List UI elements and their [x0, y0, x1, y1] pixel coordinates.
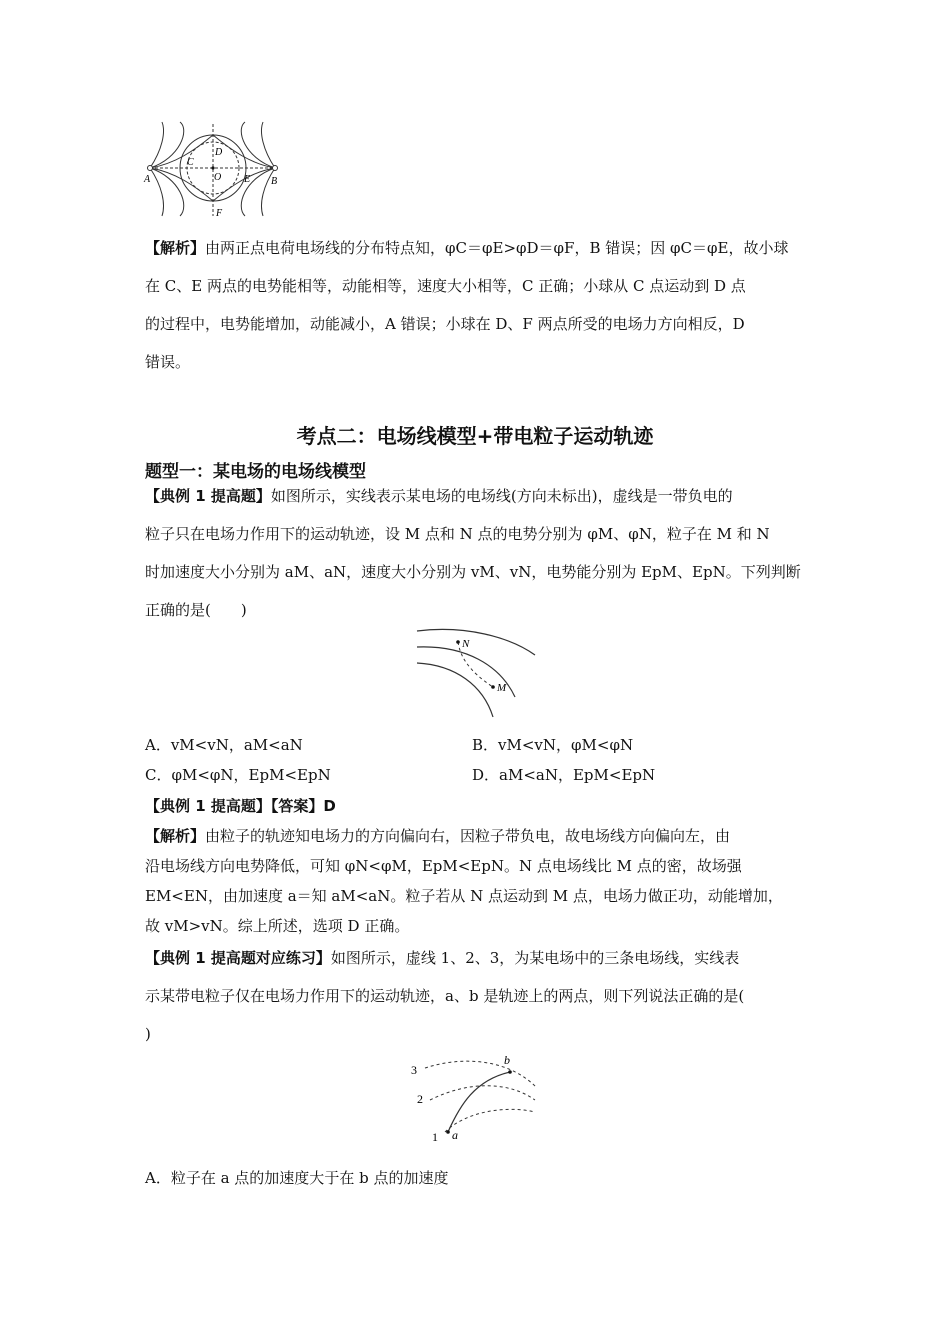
option-D[interactable]: D．aM<aN，EpM<EpN	[472, 766, 656, 784]
practice-option-A[interactable]: A．粒子在 a 点的加速度大于在 b 点的加速度	[145, 1169, 449, 1187]
label-2: 2	[417, 1092, 423, 1106]
analysis2-line1: 【解析】由粒子的轨迹知电场力的方向偏向右，因粒子带负电，故电场线方向偏向左，由	[145, 827, 731, 845]
option-B[interactable]: B．vM<vN，φM<φN	[472, 736, 634, 754]
label-A: A	[144, 174, 151, 185]
example1-line1: 【典例 1 提高题】如图所示，实线表示某电场的电场线(方向未标出)，虚线是一带负电的	[145, 487, 733, 505]
label-1: 1	[432, 1130, 438, 1144]
subsection-title: 题型一：某电场的电场线模型	[145, 462, 366, 482]
label-b: b	[504, 1053, 510, 1067]
label-a: a	[452, 1128, 458, 1142]
label-B: B	[271, 176, 278, 187]
answer1: 【典例 1 提高题】【答案】D	[145, 797, 336, 815]
practice1-line2: 示某带电粒子仅在电场力作用下的运动轨迹，a、b 是轨迹上的两点，则下列说法正确的是(	[145, 987, 745, 1005]
analysis2-line2: 沿电场线方向电势降低，可知 φN<φM，EpM<EpN。N 点电场线比 M 点的密，故场强	[145, 857, 742, 875]
option-A[interactable]: A．vM<vN，aM<aN	[145, 736, 303, 754]
label-N: N	[462, 638, 470, 650]
example1-line3: 时加速度大小分别为 aM、aN，速度大小分别为 vM、vN，电势能分别为 EpM、EpN。下列判断	[145, 563, 801, 581]
label-C: C	[187, 157, 194, 168]
analysis1-line3: 的过程中，电势能增加，动能减小，A 错误；小球在 D、F 两点所受的电场力方向相反，D	[145, 315, 745, 333]
option-C[interactable]: C．φM<φN，EpM<EpN	[145, 766, 331, 784]
analysis2-line3: EM<EN，由加速度 a＝知 aM<aN。粒子若从 N 点运动到 M 点，电场力做正功，动能增加，	[145, 887, 783, 905]
analysis2-line4: 故 vM>vN。综上所述，选项 D 正确。	[145, 917, 410, 935]
field-line-trajectory-figure	[405, 1050, 545, 1145]
label-E: E	[244, 174, 251, 185]
analysis1-line1: 【解析】由两正点电荷电场线的分布特点知，φC＝φE>φD＝φF，B 错误；因 φC＝φE，故小球	[145, 239, 789, 257]
label-M: M	[497, 682, 507, 694]
practice1-line1: 【典例 1 提高题对应练习】如图所示，虚线 1、2、3，为某电场中的三条电场线，实线表	[145, 949, 740, 967]
label-D: D	[215, 147, 223, 158]
section-title: 考点二：电场线模型+带电粒子运动轨迹	[296, 424, 654, 448]
label-F: F	[216, 208, 223, 219]
label-O: O	[214, 172, 222, 183]
analysis1-line4: 错误。	[145, 353, 191, 371]
example1-line2: 粒子只在电场力作用下的运动轨迹，设 M 点和 N 点的电势分别为 φM、φN，粒子在 M 和 N	[145, 525, 770, 543]
trajectory-figure	[415, 625, 540, 720]
practice1-line3: )	[145, 1025, 151, 1043]
example1-line4: 正确的是( )	[145, 601, 247, 619]
field-lines-figure	[140, 120, 285, 222]
label-3: 3	[411, 1063, 417, 1077]
analysis1-line2: 在 C、E 两点的电势能相等，动能相等，速度大小相等，C 正确；小球从 C 点运动到 D 点	[145, 277, 746, 295]
